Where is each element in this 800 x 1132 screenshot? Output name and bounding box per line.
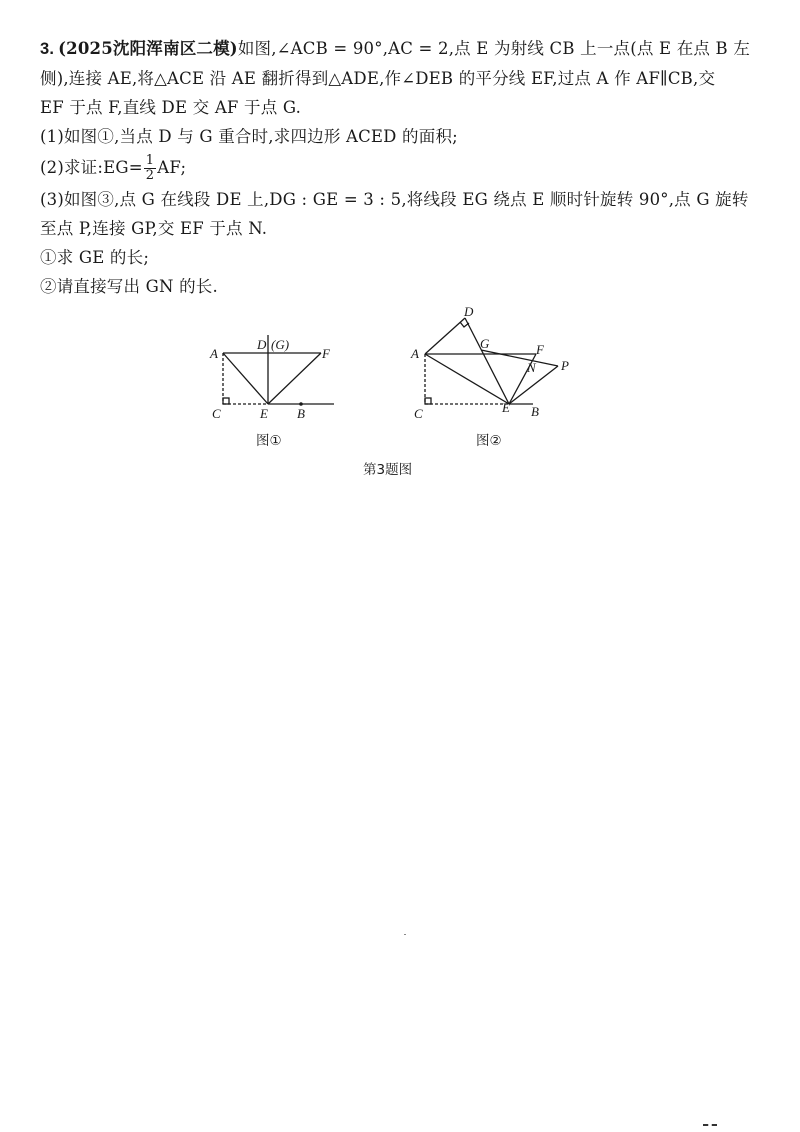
part-3-line-2: 至点 P,连接 GP,交 EF 于点 N. bbox=[40, 219, 268, 238]
label-b: B bbox=[297, 406, 305, 421]
label-f: F bbox=[536, 342, 544, 357]
figure-2 bbox=[405, 306, 580, 424]
part-1: (1)如图①,当点 D 与 G 重合时,求四边形 ACED 的面积; bbox=[40, 127, 458, 146]
label-c: C bbox=[414, 406, 423, 421]
sub-question-2: ②请直接写出 GN 的长. bbox=[40, 277, 218, 296]
part-2 bbox=[40, 151, 760, 185]
label-b: B bbox=[531, 404, 539, 419]
part-2-prefix: (2)求证:EG= bbox=[40, 158, 143, 177]
problem-block bbox=[40, 34, 760, 301]
figure-1-diagram bbox=[200, 325, 350, 425]
figure-1 bbox=[200, 325, 350, 425]
figure-2-caption: 图② bbox=[476, 433, 502, 449]
right-angle-mark-c bbox=[425, 398, 431, 404]
label-a: A bbox=[210, 346, 218, 361]
label-d: D bbox=[257, 337, 267, 352]
label-n: N bbox=[527, 360, 536, 375]
part-2-suffix: AF; bbox=[157, 158, 187, 177]
label-g: G bbox=[480, 336, 490, 351]
fraction-denominator: 2 bbox=[145, 168, 155, 183]
problem-stem-1: 如图,∠ACB = 90°,AC = 2,点 E 为射线 CB 上一点(点 E 在点 B 左 bbox=[237, 39, 751, 58]
figure-title: 第3题图 bbox=[363, 462, 413, 478]
label-c: C bbox=[212, 406, 221, 421]
part-3-line-1: (3)如图③,点 G 在线段 DE 上,DG : GE = 3 : 5,将线段 EG 绕点 E 顺时针旋转 90°,点 G 旋转 bbox=[40, 190, 749, 209]
problem-source: (2025沈阳浑南区二模) bbox=[58, 39, 238, 58]
label-e: E bbox=[260, 406, 268, 421]
label-g: (G) bbox=[271, 337, 290, 352]
fraction-one-half bbox=[144, 154, 156, 183]
label-e: E bbox=[502, 400, 510, 415]
label-a: A bbox=[411, 346, 419, 361]
figure-1-caption: 图① bbox=[256, 433, 282, 449]
segment-ef bbox=[268, 353, 321, 404]
page-edge-mark bbox=[703, 1124, 717, 1128]
label-d: D bbox=[464, 306, 474, 319]
label-f: F bbox=[322, 346, 330, 361]
segment-ae bbox=[223, 353, 268, 404]
sub-question-1: ①求 GE 的长; bbox=[40, 248, 150, 267]
right-angle-mark bbox=[223, 398, 229, 404]
segment-ad bbox=[425, 318, 465, 354]
problem-number: 3. bbox=[40, 40, 55, 58]
fraction-numerator: 1 bbox=[145, 153, 155, 168]
stray-mark bbox=[404, 934, 406, 935]
problem-line-2: 侧),连接 AE,将△ACE 沿 AE 翻折得到△ADE,作∠DEB 的平分线 EF,过点 A 作 AF∥CB,交 bbox=[40, 69, 716, 88]
problem-line-3: EF 于点 F,直线 DE 交 AF 于点 G. bbox=[40, 98, 302, 117]
figure-2-diagram bbox=[405, 306, 580, 424]
segment-gp bbox=[481, 350, 558, 366]
label-p: P bbox=[561, 358, 569, 373]
problem-line-1 bbox=[40, 34, 760, 64]
